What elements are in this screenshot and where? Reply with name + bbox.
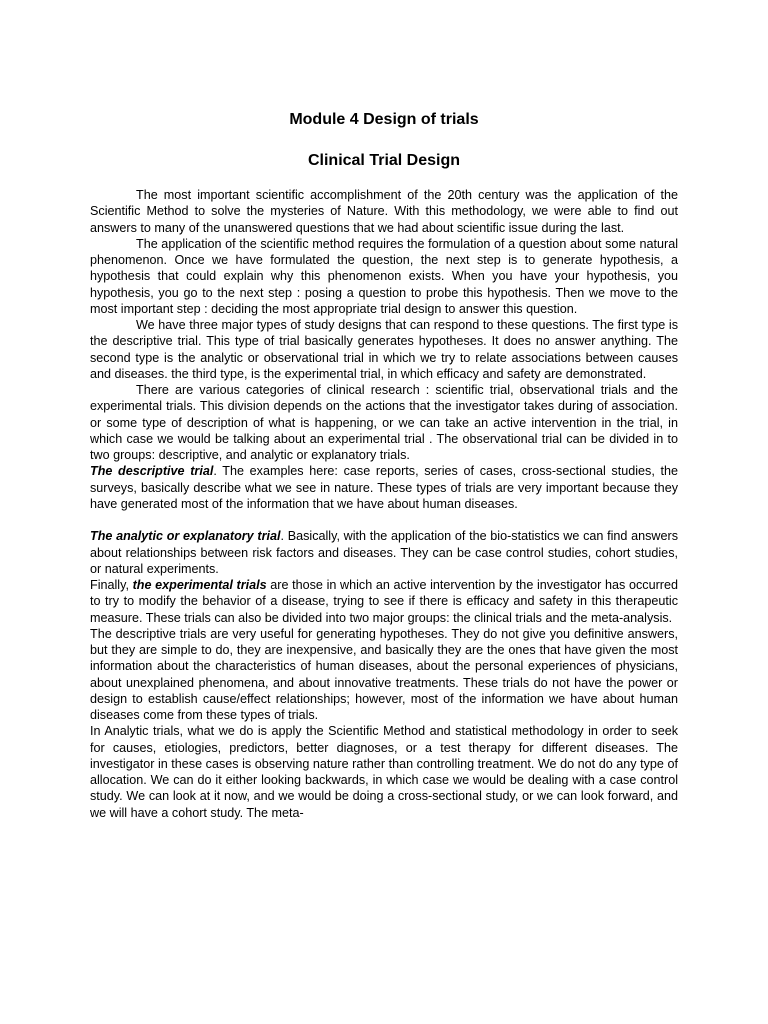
- paragraph-study-designs: [90, 317, 678, 382]
- paragraph-text: The most important scientific accomplishment of the 20th century was the application of the Scientific Method to solve the mysteries of Nature. With this methodology, we were able to find out answers to many of the unanswered questions that we had about scientific issue during the last.: [90, 188, 678, 235]
- document-body: [90, 187, 678, 821]
- paragraph-text: The application of the scientific method requires the formulation of a question about some natural phenomenon. Once we have formulated the question, the next step is to generate hypothesis, a hypothesis that could explain why this phenomenon exists. When you have your hypothesis, you hypothesis, you go to the next step : posing a question to probe this hypothesis. Then we move to the most important step : deciding the most appropriate trial design to answer this question.: [90, 236, 678, 316]
- document-title: Module 4 Design of trials: [289, 111, 479, 128]
- paragraph-application: [90, 236, 678, 317]
- paragraph-descriptive-usefulness: [90, 626, 678, 724]
- paragraph-text: In Analytic trials, what we do is apply the Scientific Method and statistical methodology in order to seek for causes, etiologies, predictors, better diagnoses, or a test therapy for different diseases. The investigator in these cases is observing nature rather than controlling treatment. We do not do any type of allocation. We can do it either looking backwards, in which case we would be dealing with a case control study. We can look at it now, and we would be doing a cross-sectional study, or we can look forward, and we will have a cohort study. The meta-: [90, 724, 678, 820]
- paragraph-prefix: Finally,: [90, 578, 133, 592]
- paragraph-gap: [90, 512, 678, 528]
- term-experimental-trials: the experimental trials: [132, 578, 267, 592]
- paragraph-analytic-trial: [90, 528, 678, 577]
- document-subtitle: Clinical Trial Design: [307, 152, 461, 169]
- paragraph-descriptive-trial: [90, 463, 678, 512]
- paragraph-text: . Basically, with the application of the bio-statistics we can find answers about relationships between risk factors and diseases. They can be case control studies, cohort studies, or natural experiments.: [90, 529, 679, 576]
- term-analytic-trial: The analytic or explanatory trial: [90, 529, 281, 544]
- paragraph-text: The descriptive trials are very useful for generating hypotheses. They do not give you definitive answers, but they are simple to do, they are inexpensive, and basically they are the ones that have given the most information about the characteristics of human diseases, about the personal experiences of physicians, about unexplained phenomena, and about innovative treatments. These trials do not have the power or design to establish cause/effect relationships; however, most of the information we have about human diseases come from these types of trials.: [90, 626, 678, 722]
- paragraph-text: There are various categories of clinical research : scientific trial, observational trials and the experimental trials. This division depends on the actions that the investigator takes during of association. or some type of description of what is happening, or we can take an active intervention in the trial, in which case we would be talking about an experimental trial . The observational trial can be divided in to two groups: descriptive, and analytic or explanatory trials.: [90, 383, 678, 462]
- paragraph-experimental-trials: [90, 577, 678, 626]
- paragraph-text: are those in which an active intervention by the investigator has occurred to try to modify the behavior of a disease, trying to see if there is efficacy and safety in this therapeutic measure. These trials can also be divided into two major groups: the clinical trials and the meta-analysis.: [90, 578, 678, 625]
- term-descriptive-trial: The descriptive trial: [90, 464, 214, 479]
- paragraph-text: . The examples here: case reports, series of cases, cross-sectional studies, the surveys, basically describe what we see in nature. These types of trials are very important because they have generated most of the information that we have about human diseases.: [90, 464, 678, 511]
- paragraph-analytic-trials: [90, 723, 678, 821]
- paragraph-text: We have three major types of study designs that can respond to these questions. The first type is the descriptive trial. This type of trial basically generates hypotheses. It does no answer anything. The second type is the analytic or observational trial in which we try to relate associations between causes and diseases. the third type, is the experimental trial, in which efficacy and safety are demonstrated.: [90, 318, 678, 381]
- paragraph-scientific-method: [90, 187, 678, 236]
- paragraph-categories: [90, 382, 678, 463]
